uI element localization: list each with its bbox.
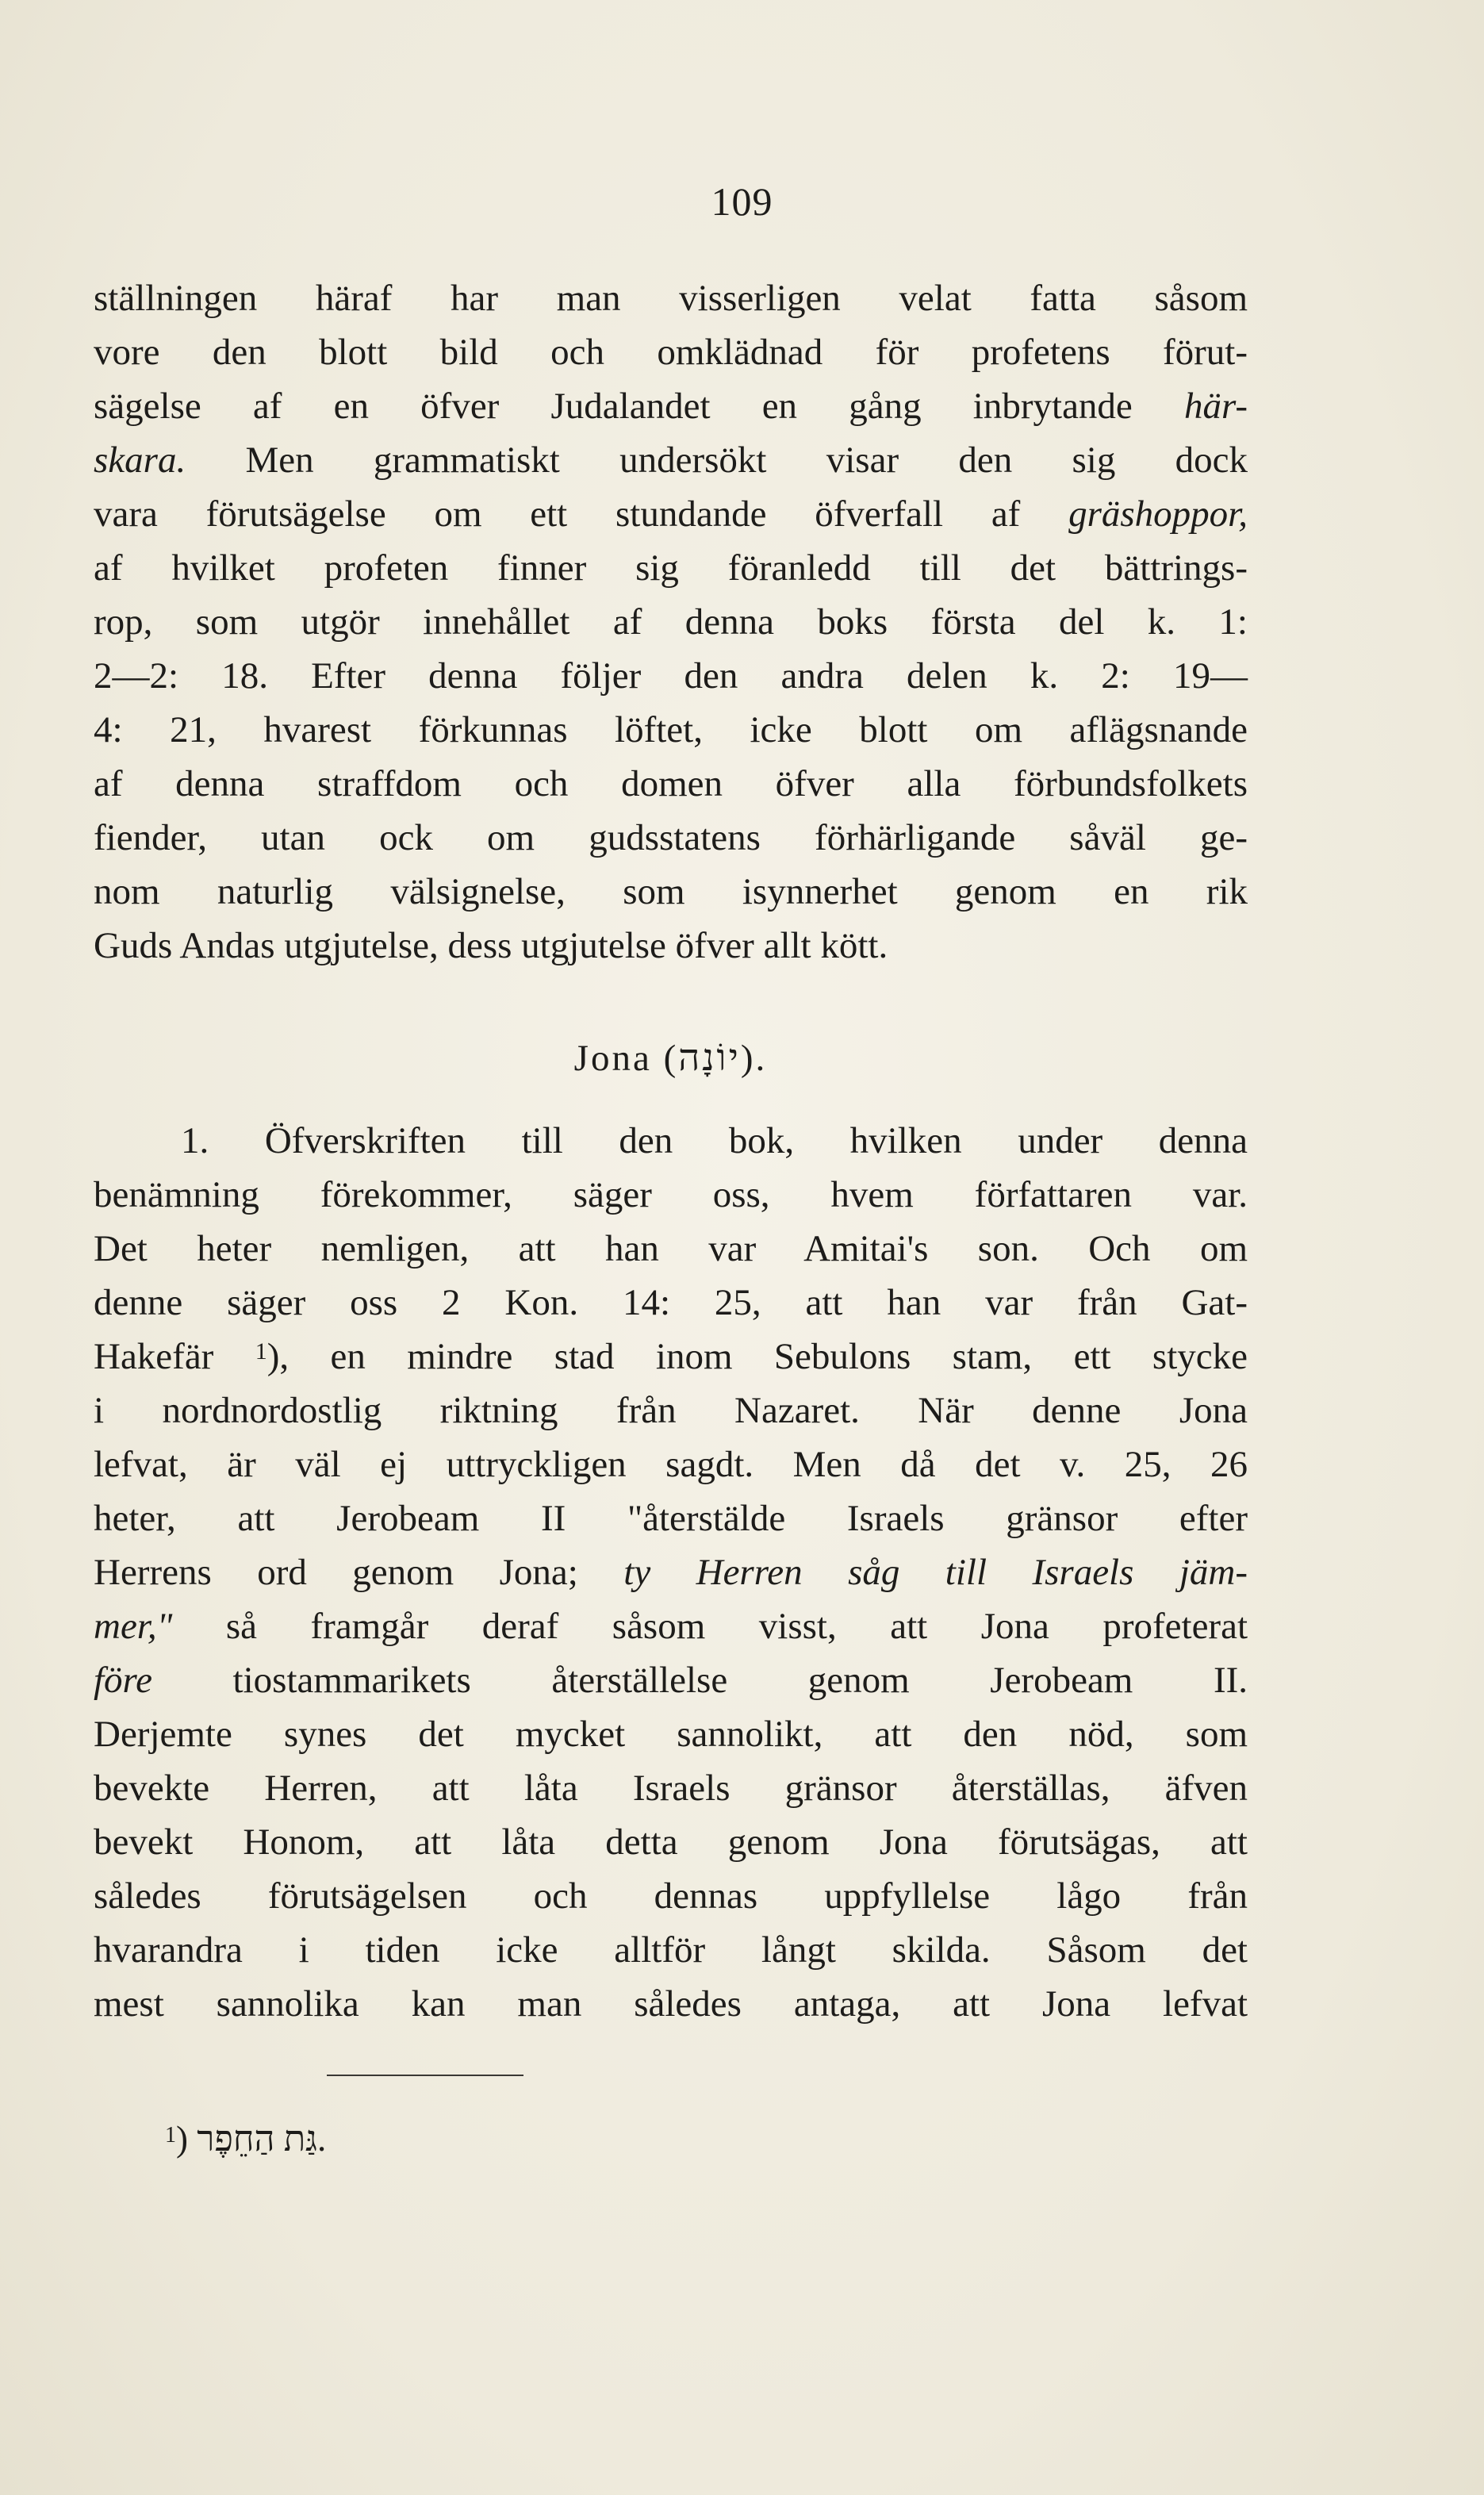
text-line <box>94 1114 1248 1168</box>
text-line <box>94 595 1248 649</box>
text-line <box>94 1438 1248 1491</box>
line-text: hvarandra i tiden icke alltför långt skilda. Såsom det <box>94 1929 1248 1971</box>
line-text: sägelse af en öfver Judalandet en gång inbrytande <box>94 386 1184 427</box>
text-line <box>94 919 1248 973</box>
line-text: Hakefär <box>94 1336 255 1377</box>
line-text: bevekt Honom, att låta detta genom Jona förutsägas, att <box>94 1821 1248 1863</box>
line-text: ställningen häraf har man visserligen velat fatta såsom <box>94 278 1248 319</box>
line-text: Det heter nemligen, att han var Amitai's son. Och om <box>94 1228 1248 1269</box>
italic-text: före <box>94 1660 152 1701</box>
text-line <box>94 1545 1248 1599</box>
line-text: i nordnordostlig riktning från Nazaret. När denne Jona <box>94 1390 1248 1431</box>
line-text: Men grammatiskt undersökt visar den sig dock <box>186 440 1248 481</box>
text-line <box>94 487 1248 541</box>
section-heading: Jona (יוֹנָה). <box>573 1038 768 1079</box>
line-text: vara förutsägelse om ett stundande öfverfall af <box>94 493 1069 535</box>
italic-text: mer," <box>94 1606 173 1647</box>
footnote-text: ) גַּת הַחֵפֶר. <box>176 2119 327 2159</box>
line-text: bevekte Herren, att låta Israels gränsor återställas, äfven <box>94 1768 1248 1809</box>
line-text: således förutsägelsen och dennas uppfyllelse lågo från <box>94 1875 1248 1917</box>
text-line <box>94 271 1248 325</box>
footnote-rule <box>327 2075 523 2076</box>
line-text: mest sannolika kan man således antaga, att Jona lefvat <box>94 1983 1248 2025</box>
text-line <box>94 1168 1248 1222</box>
text-line <box>94 433 1248 487</box>
footnote <box>165 2115 800 2163</box>
text-line <box>94 1330 1248 1384</box>
text-line <box>94 757 1248 811</box>
text-line <box>94 811 1248 865</box>
line-text: denne säger oss 2 Kon. 14: 25, att han var från Gat- <box>94 1282 1248 1323</box>
text-line <box>94 1599 1248 1653</box>
footnote-reference: 1 <box>255 1338 267 1365</box>
text-line <box>94 1653 1248 1707</box>
line-text: benämning förekommer, säger oss, hvem författaren var. <box>94 1174 1248 1215</box>
line-text: nom naturlig välsignelse, som isynnerhet genom en rik <box>94 871 1248 912</box>
line-text: så framgår deraf såsom visst, att Jona profeterat <box>172 1606 1248 1647</box>
line-text-continued: ), en mindre stad inom Sebulons stam, ett stycke <box>267 1336 1248 1377</box>
italic-text: här- <box>1183 386 1248 427</box>
text-line <box>94 865 1248 919</box>
text-line <box>94 379 1248 433</box>
text-line <box>94 1869 1248 1923</box>
line-text: fiender, utan ock om gudsstatens förhärligande såväl ge- <box>94 817 1248 858</box>
line-text: heter, att Jerobeam II "återstälde Israels gränsor efter <box>94 1498 1248 1539</box>
line-text: 2—2: 18. Efter denna följer den andra delen k. 2: 19— <box>94 655 1248 697</box>
page-number: 109 <box>711 179 773 224</box>
line-text: tiostammarikets återställelse genom Jerobeam II. <box>151 1660 1248 1701</box>
line-text: af denna straffdom och domen öfver alla förbundsfolkets <box>94 763 1248 804</box>
line-text: Herrens ord genom Jona; <box>94 1552 624 1593</box>
text-line <box>94 1222 1248 1276</box>
text-line <box>94 649 1248 703</box>
line-text: 4: 21, hvarest förkunnas löftet, icke blott om aflägsnande <box>94 709 1248 750</box>
line-text: rop, som utgör innehållet af denna boks första del k. 1: <box>94 601 1248 643</box>
italic-text: skara. <box>94 440 186 481</box>
footnote-marker: 1 <box>165 2123 176 2148</box>
italic-text: ty Herren såg till Israels jäm- <box>623 1552 1248 1593</box>
text-line <box>94 1815 1248 1869</box>
text-line <box>94 1276 1248 1330</box>
line-text: Derjemte synes det mycket sannolikt, att den nöd, som <box>94 1714 1248 1755</box>
line-text: lefvat, är väl ej uttryckligen sagdt. Men då det v. 25, 26 <box>94 1444 1248 1485</box>
text-line <box>94 1923 1248 1977</box>
text-line <box>94 541 1248 595</box>
text-line <box>94 1977 1248 2031</box>
text-line <box>94 1491 1248 1545</box>
text-line <box>94 1384 1248 1438</box>
line-text: af hvilket profeten finner sig föranledd till det bättrings- <box>94 547 1248 589</box>
text-line <box>94 703 1248 757</box>
text-line <box>94 325 1248 379</box>
text-line <box>94 1707 1248 1761</box>
line-text: 1. Öfverskriften till den bok, hvilken under denna <box>181 1120 1248 1161</box>
italic-text: gräshoppor, <box>1068 493 1248 535</box>
line-text: Guds Andas utgjutelse, dess utgjutelse öfver allt kött. <box>94 925 888 966</box>
line-text: vore den blott bild och omklädnad för profetens förut- <box>94 332 1248 373</box>
text-line <box>94 1761 1248 1815</box>
